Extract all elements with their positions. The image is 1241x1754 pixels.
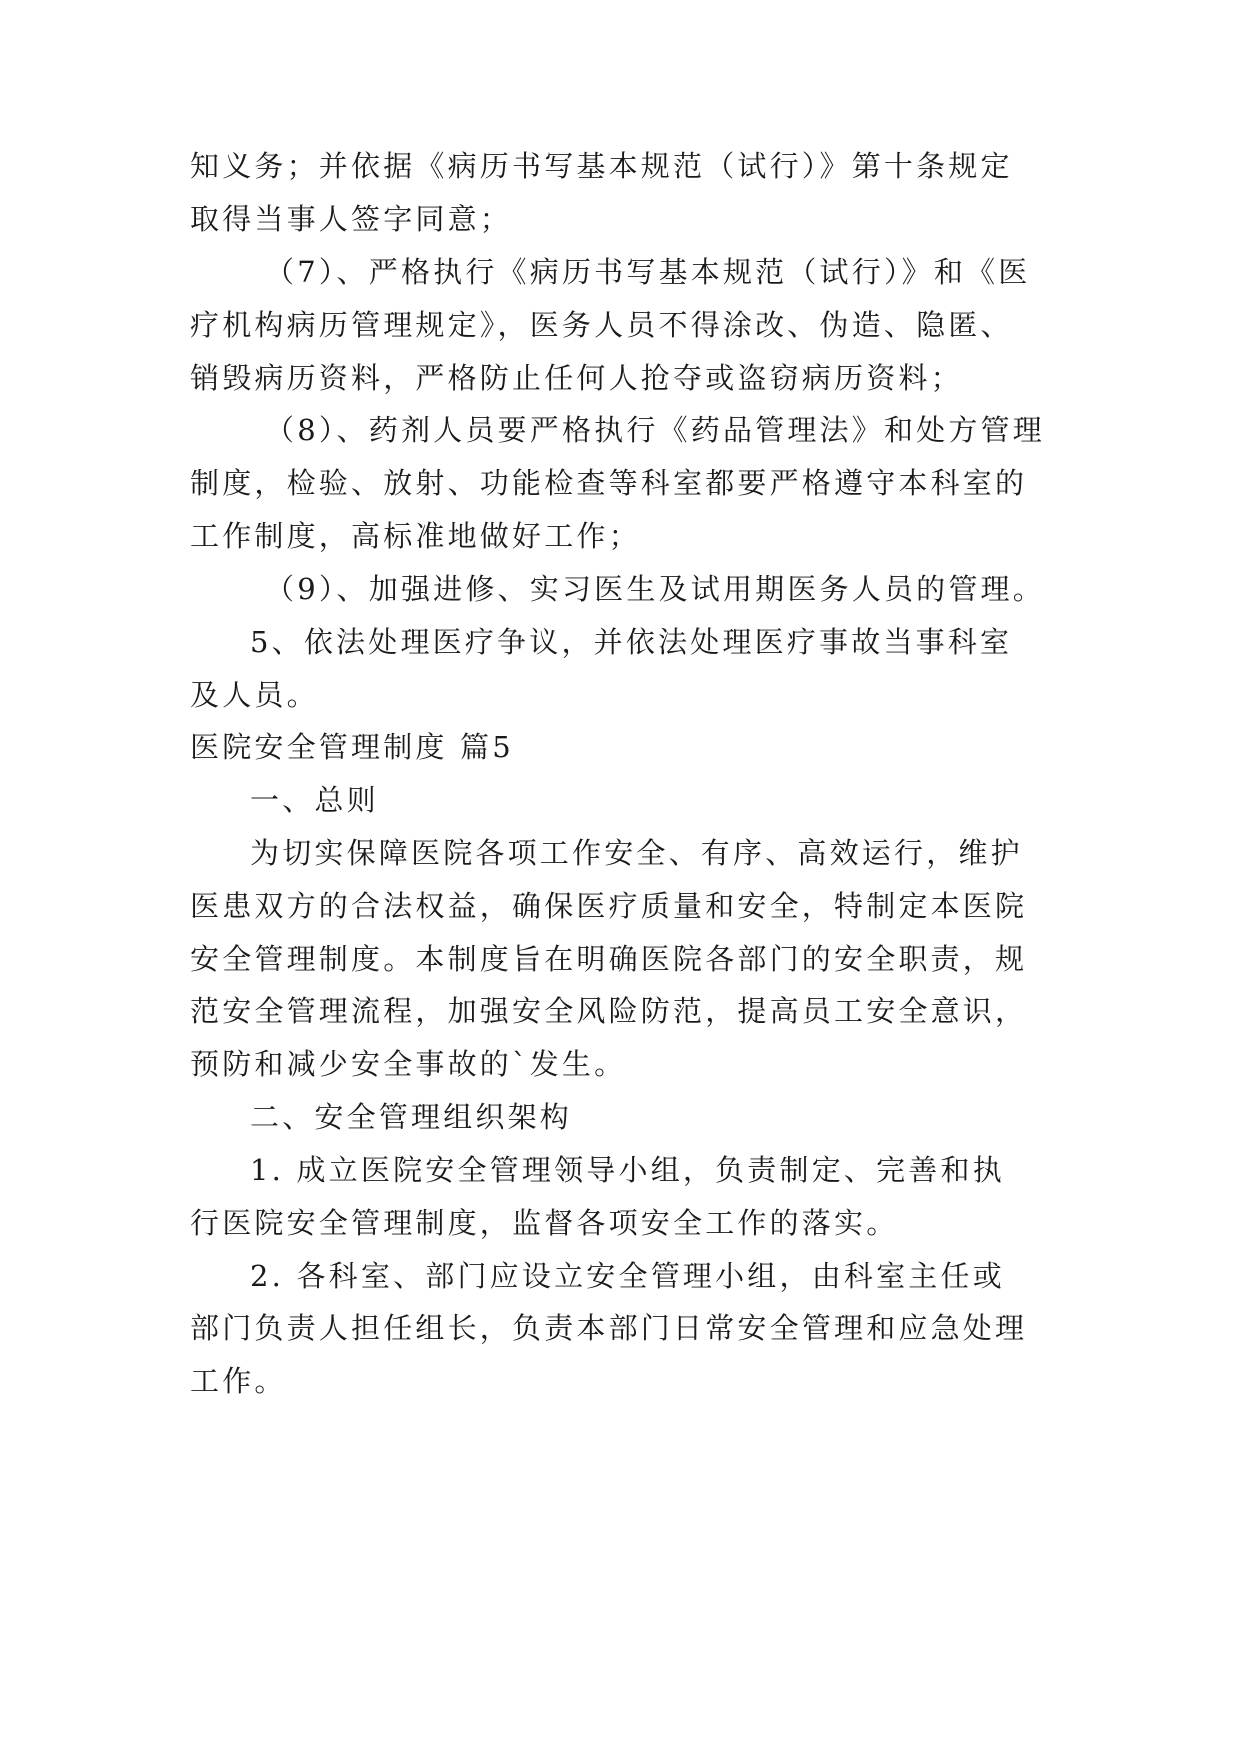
body-line-21: 行医院安全管理制度，监督各项安全工作的落实。 bbox=[190, 1206, 899, 1240]
body-line-20: 1. 成立医院安全管理领导小组，负责制定、完善和执 bbox=[250, 1153, 1005, 1187]
body-line-14: 为切实保障医院各项工作安全、有序、高效运行，维护 bbox=[250, 836, 1023, 870]
body-line-22: 2. 各科室、部门应设立安全管理小组，由科室主任或 bbox=[250, 1259, 1005, 1293]
body-line-2: 取得当事人签字同意； bbox=[190, 202, 513, 236]
body-line-24: 工作。 bbox=[190, 1364, 287, 1398]
body-line-10: 5、依法处理医疗争议，并依法处理医疗事故当事科室 bbox=[250, 625, 1013, 659]
body-line-1: 知义务；并依据《病历书写基本规范（试行）》第十条规定 bbox=[190, 149, 1013, 183]
body-line-11: 及人员。 bbox=[190, 678, 319, 712]
body-line-7: 制度，检验、放射、功能检查等科室都要严格遵守本科室的 bbox=[190, 466, 1028, 500]
body-line-16: 安全管理制度。本制度旨在明确医院各部门的安全职责，规 bbox=[190, 942, 1028, 976]
body-line-17: 范安全管理流程，加强安全风险防范，提高员工安全意识， bbox=[190, 994, 1028, 1028]
section-heading: 医院安全管理制度 篇5 bbox=[190, 730, 514, 764]
body-line-3: （7）、严格执行《病历书写基本规范（试行）》和《医 bbox=[265, 255, 1031, 289]
body-line-5: 销毁病历资料，严格防止任何人抢夺或盗窃病历资料； bbox=[190, 361, 963, 395]
subheading-general: 一、总则 bbox=[250, 783, 379, 817]
body-line-15: 医患双方的合法权益，确保医疗质量和安全，特制定本医院 bbox=[190, 889, 1028, 923]
body-line-9: （9）、加强进修、实习医生及试用期医务人员的管理。 bbox=[265, 572, 1045, 606]
body-line-23: 部门负责人担任组长，负责本部门日常安全管理和应急处理 bbox=[190, 1311, 1028, 1345]
body-line-4: 疗机构病历管理规定》，医务人员不得涂改、伪造、隐匿、 bbox=[190, 308, 1013, 342]
subheading-organization: 二、安全管理组织架构 bbox=[250, 1100, 573, 1134]
body-line-18: 预防和减少安全事故的`发生。 bbox=[190, 1047, 627, 1081]
body-line-6: （8）、药剂人员要严格执行《药品管理法》和处方管理 bbox=[265, 413, 1045, 447]
body-line-8: 工作制度，高标准地做好工作； bbox=[190, 519, 641, 553]
